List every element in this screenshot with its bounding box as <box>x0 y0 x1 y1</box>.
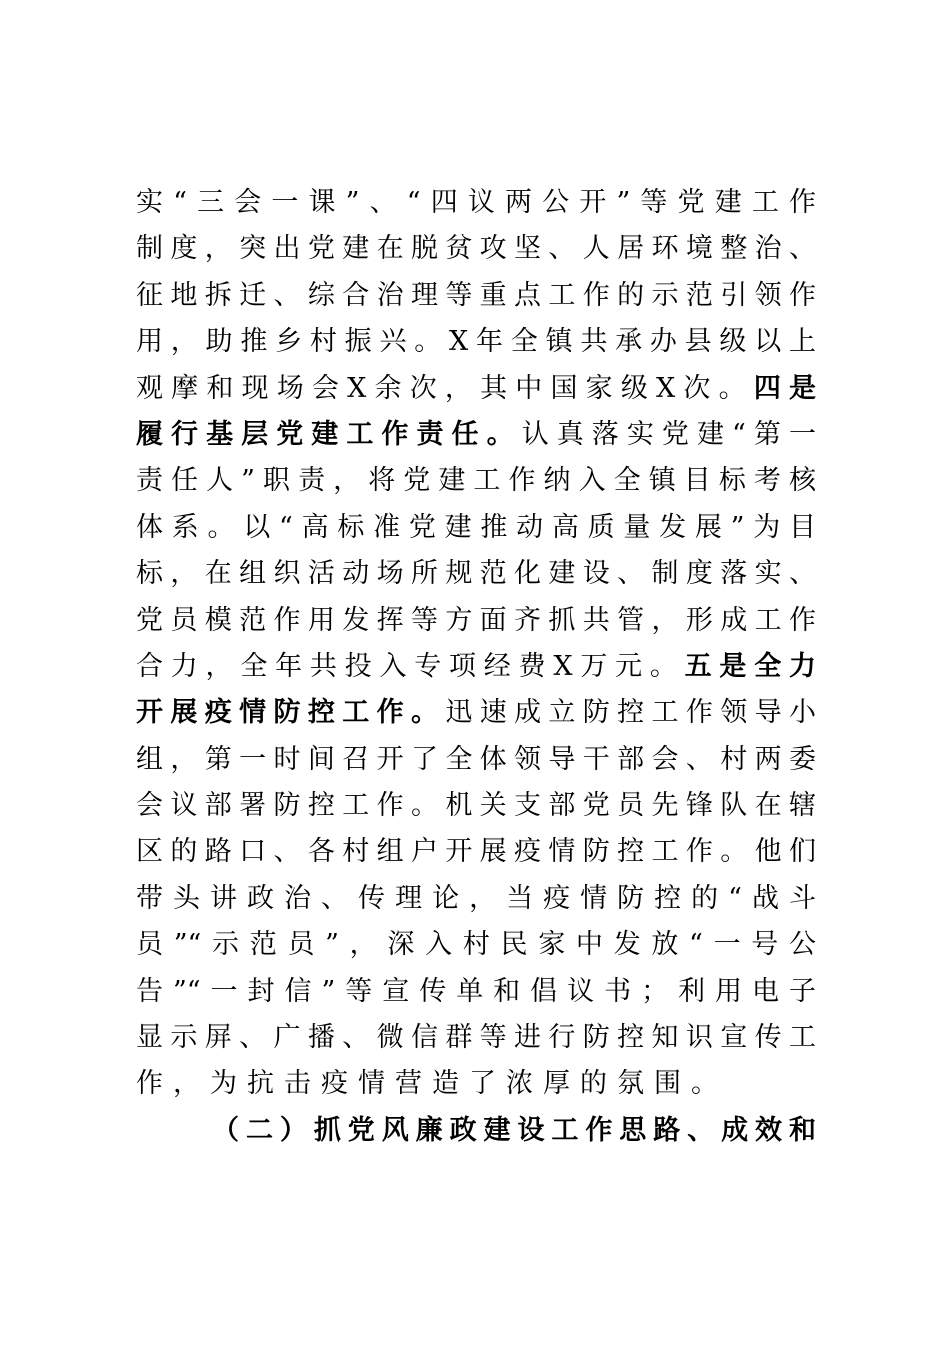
text-line <box>136 412 816 458</box>
text-segment: 认真落实党建“第一 <box>521 418 816 450</box>
bold-point-heading: 五是全力 <box>684 650 816 682</box>
text-line: 告”“一封信”等宣传单和倡议书；利用电子 <box>136 975 816 1007</box>
text-line: 标，在组织活动场所规范化建设、制度落实、 <box>136 558 816 590</box>
text-line: 组，第一时间召开了全体领导干部会、村两委 <box>136 743 816 775</box>
bold-point-heading: 开展疫情防控工作。 <box>136 697 446 729</box>
section-heading: （二）抓党风廉政建设工作思路、成效和 <box>212 1114 816 1146</box>
text-line: 征地拆迁、综合治理等重点工作的示范引领作 <box>136 279 816 311</box>
text-line: 实“三会一课”、“四议两公开”等党建工作 <box>136 187 816 218</box>
text-line: 制度，突出党建在脱贫攻坚、人居环境整治、 <box>136 233 816 265</box>
text-line: 体系。以“高标准党建推动高质量发展”为目 <box>136 511 816 543</box>
text-line <box>136 366 816 412</box>
text-segment: 观摩和现场会X余次，其中国家级X次。 <box>136 372 754 404</box>
text-segment: 迅速成立防控工作领导小 <box>445 697 817 729</box>
text-line: 党员模范作用发挥等方面齐抓共管，形成工作 <box>136 604 816 636</box>
text-line: 显示屏、广播、微信群等进行防控知识宣传工 <box>136 1022 816 1054</box>
text-line: 作，为抗击疫情营造了浓厚的氛围。 <box>136 1068 728 1100</box>
text-line <box>136 690 816 736</box>
text-line: 区的路口、各村组户开展疫情防控工作。他们 <box>136 836 816 868</box>
text-line: 带头讲政治、传理论，当疫情防控的“战斗 <box>136 882 816 914</box>
text-line: 责任人”职责，将党建工作纳入全镇目标考核 <box>136 465 816 497</box>
text-line: 员”“示范员”，深入村民家中发放“一号公 <box>136 929 816 961</box>
document-body <box>136 180 816 1154</box>
text-line <box>136 644 816 690</box>
text-line: 用，助推乡村振兴。X年全镇共承办县级以上 <box>136 326 816 358</box>
text-line: 会议部署防控工作。机关支部党员先锋队在辖 <box>136 790 816 822</box>
text-segment: 合力，全年共投入专项经费X万元。 <box>136 650 685 682</box>
bold-point-heading: 四是 <box>753 372 816 404</box>
bold-point-heading: 履行基层党建工作责任。 <box>136 418 522 450</box>
